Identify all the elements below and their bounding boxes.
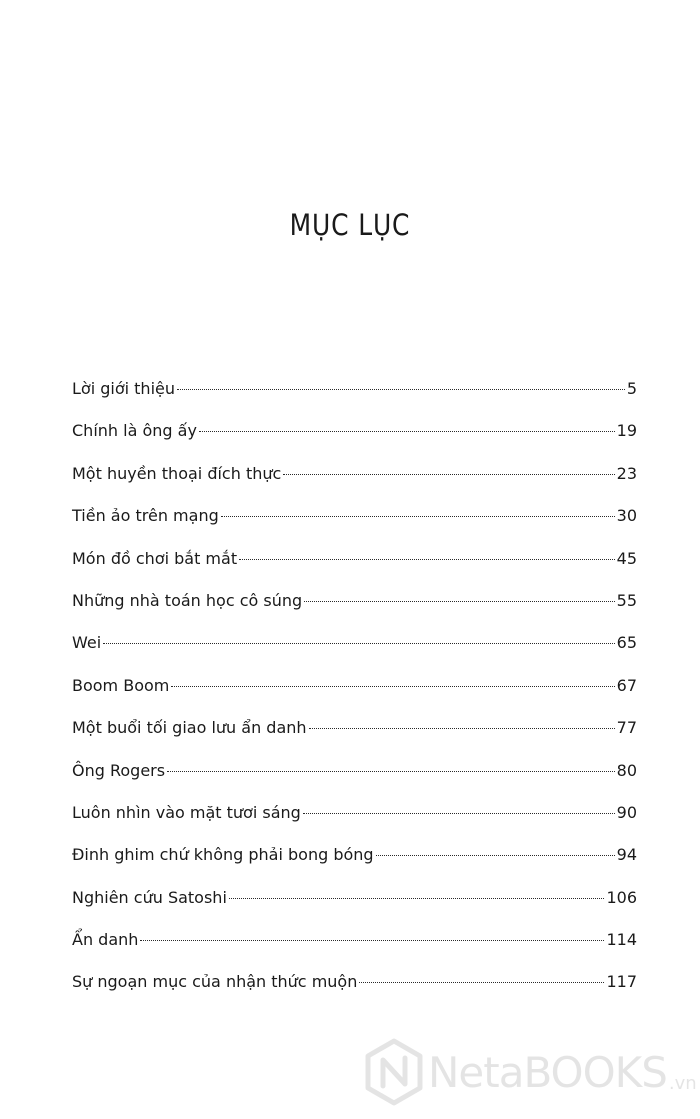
toc-entry[interactable] [72, 798, 637, 840]
dot-leader [376, 855, 615, 856]
dot-leader [140, 940, 604, 941]
toc-page-number: 45 [616, 548, 637, 568]
toc-entry-title: Một buổi tối giao lưu ẩn danh [72, 718, 307, 738]
page-title: MỤC LỤC [289, 208, 411, 242]
netabooks-watermark [364, 1036, 697, 1108]
toc-page-number: 30 [616, 506, 637, 526]
toc-entry-title: Đinh ghim chứ không phải bong bóng [72, 845, 374, 865]
dot-leader [239, 559, 615, 560]
toc-entry-title: Chính là ông ấy [72, 421, 197, 441]
dot-leader [103, 643, 614, 644]
toc-page-number: 67 [616, 675, 637, 695]
toc-entry[interactable] [72, 544, 637, 586]
dot-leader [167, 771, 615, 772]
toc-page-number: 117 [606, 972, 637, 992]
dot-leader [359, 982, 604, 983]
toc-page-number: 5 [626, 379, 637, 398]
toc-entry-title: Wei [72, 633, 102, 653]
dot-leader [229, 898, 605, 899]
toc-entry-title: Luôn nhìn vào mặt tươi sáng [72, 802, 301, 822]
dot-leader [283, 474, 614, 475]
dot-leader [309, 728, 615, 729]
dot-leader [171, 686, 614, 687]
toc-entry[interactable] [72, 925, 637, 967]
dot-leader [177, 389, 625, 390]
toc-entry-title: Ẩn danh [72, 930, 139, 950]
toc-page-number: 90 [616, 802, 637, 822]
toc-entry[interactable] [72, 756, 637, 798]
dot-leader [199, 431, 615, 432]
table-of-contents [72, 374, 637, 1010]
toc-entry-title: Ông Rogers [72, 760, 166, 780]
toc-entry[interactable] [72, 713, 637, 755]
toc-entry-title: Lời giới thiệu [72, 379, 175, 398]
toc-page-number: 80 [616, 760, 637, 780]
toc-entry-title: Sự ngoạn mục của nhận thức muộn [72, 972, 358, 992]
toc-page-number: 77 [616, 718, 637, 738]
dot-leader [304, 601, 614, 602]
toc-entry[interactable] [72, 501, 637, 543]
toc-page-number: 65 [616, 633, 637, 653]
toc-entry[interactable] [72, 883, 637, 925]
watermark-brand: NetaBOOKS [428, 1047, 667, 1097]
toc-entry-title: Những nhà toán học cô súng [72, 590, 303, 610]
dot-leader [303, 813, 615, 814]
toc-entry[interactable] [72, 586, 637, 628]
toc-entry[interactable] [72, 840, 637, 882]
toc-entry-title: Tiền ảo trên mạng [72, 506, 219, 526]
toc-entry[interactable] [72, 628, 637, 670]
toc-page-number: 19 [616, 421, 637, 441]
toc-entry[interactable] [72, 374, 637, 416]
toc-page-number: 114 [606, 930, 637, 950]
toc-page-number: 94 [616, 845, 637, 865]
toc-page-number: 55 [616, 590, 637, 610]
toc-page-number: 23 [616, 463, 637, 483]
toc-entry[interactable] [72, 671, 637, 713]
toc-page-number: 106 [606, 887, 637, 907]
toc-entry-title: Boom Boom [72, 675, 170, 695]
toc-entry[interactable] [72, 459, 637, 501]
toc-entry-title: Nghiên cứu Satoshi [72, 887, 227, 907]
toc-entry-title: Một huyền thoại đích thực [72, 463, 282, 483]
dot-leader [221, 516, 615, 517]
toc-entry[interactable] [72, 416, 637, 458]
watermark-suffix: .vn [668, 1073, 697, 1094]
netabooks-logo-icon [364, 1038, 424, 1106]
toc-entry-title: Món đồ chơi bắt mắt [72, 548, 238, 568]
toc-entry[interactable] [72, 967, 637, 1009]
